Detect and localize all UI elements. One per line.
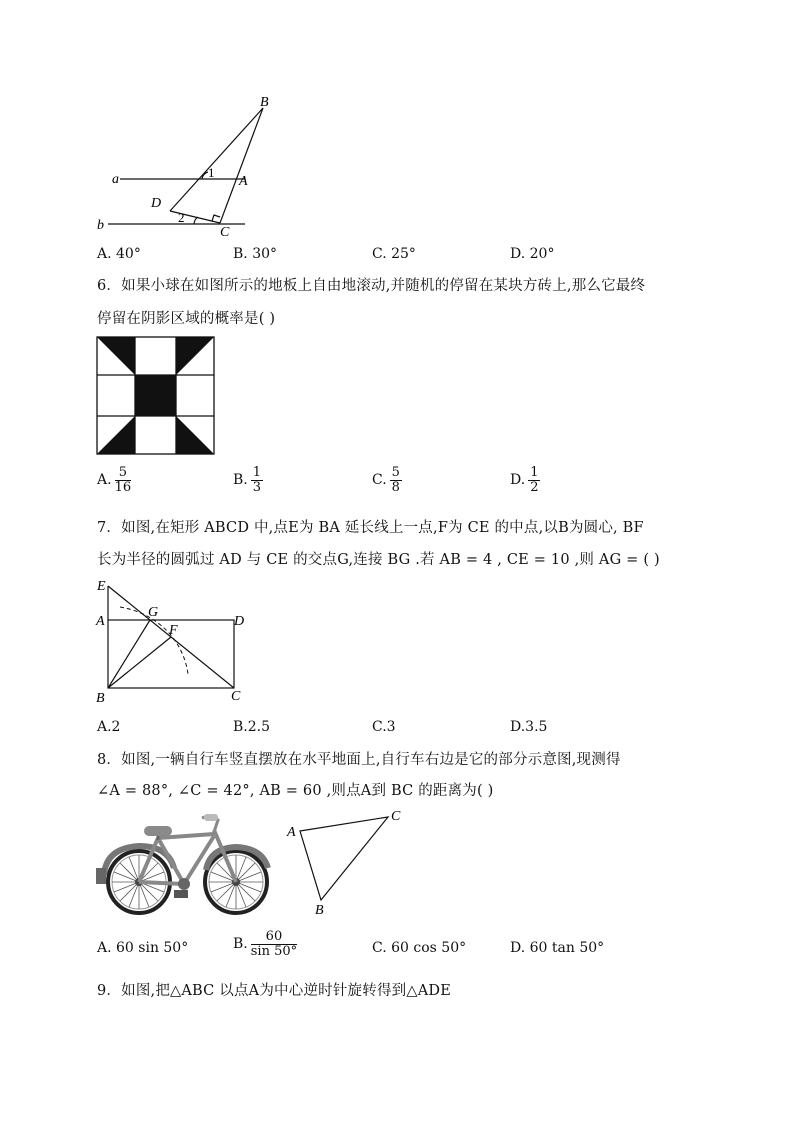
shaded-triangle-br — [176, 416, 214, 454]
shaded-triangle-tr — [176, 337, 214, 375]
segment-bf — [108, 637, 171, 688]
bicycle-illustration — [96, 810, 274, 918]
pedal — [174, 890, 188, 898]
q5-option-a[interactable]: A. 40° — [97, 246, 141, 262]
q8-triangle-figure — [284, 806, 414, 918]
q5-option-b[interactable]: B. 30° — [233, 246, 278, 262]
label-a: A — [96, 614, 105, 629]
chainring — [178, 878, 190, 890]
shaded-center-square — [135, 375, 176, 416]
label-a-line: a — [112, 172, 119, 187]
q6-text-line2: 停留在阴影区域的概率是( ) — [97, 311, 276, 327]
label-angle-2: 2 — [178, 210, 185, 225]
q6-option-d[interactable]: D. $\frac{1}{2}$ — [510, 465, 539, 495]
label-d: D — [234, 614, 245, 629]
q6-text-line1: 6．如果小球在如图所示的地板上自由地滚动,并随机的停留在某块方砖上,那么它最终 — [97, 278, 646, 294]
label-c-point: C — [220, 225, 230, 240]
q7-rectangle-figure — [90, 574, 260, 706]
q8-option-a[interactable]: A. 60 sin 50° — [97, 940, 189, 956]
label-g: G — [148, 605, 159, 620]
label-c: C — [391, 809, 401, 824]
label-a-point: A — [239, 174, 248, 189]
q8-text-line1: 8．如图,一辆自行车竖直摆放在水平地面上,自行车右边是它的部分示意图,现测得 — [97, 752, 621, 768]
q7-option-c[interactable]: C.3 — [372, 719, 396, 735]
label-angle-1: 1 — [208, 165, 215, 180]
segment-bc — [220, 108, 263, 223]
shaded-triangle-bl — [97, 416, 135, 454]
label-c: C — [231, 689, 241, 704]
q7-option-b[interactable]: B.2.5 — [233, 719, 271, 735]
label-b-line: b — [97, 218, 104, 233]
q5-option-c[interactable]: C. 25° — [372, 246, 416, 262]
q8-option-c[interactable]: C. 60 cos 50° — [372, 940, 467, 956]
segment-bd — [170, 108, 263, 211]
q7-text-line1: 7．如图,在矩形 ABCD 中,点E为 BA 延长线上一点,F为 CE 的中点,以B为圆心, BF — [97, 520, 644, 536]
q6-option-a[interactable]: A. $\frac{5}{16}$ — [97, 465, 132, 495]
triangle-abc — [300, 817, 388, 900]
q9-text-line1: 9．如图,把△ABC 以点A为中心逆时针旋转得到△ADE — [97, 983, 451, 999]
q5-option-d[interactable]: D. 20° — [510, 246, 555, 262]
q6-option-b[interactable]: B. $\frac{1}{3}$ — [233, 465, 262, 495]
saddle — [144, 826, 172, 836]
q7-option-a[interactable]: A.2 — [97, 719, 121, 735]
label-b: B — [96, 691, 105, 706]
q6-option-c[interactable]: C. $\frac{5}{8}$ — [372, 465, 400, 495]
q7-text-line2: 长为半径的圆弧过 AD 与 CE 的交点G,连接 BG .若 AB = 4 , CE = 10 ,则 AG = ( ) — [97, 552, 660, 568]
q6-tile-figure — [96, 336, 215, 455]
label-b-point: B — [260, 95, 269, 110]
label-b: B — [315, 903, 324, 918]
q5-figure — [90, 90, 290, 240]
segment-bg — [108, 620, 150, 688]
label-e: E — [97, 579, 106, 594]
right-angle-mark — [212, 215, 220, 221]
q8-option-b[interactable]: B. $\frac{60}{\sin 50^\circ}$ — [233, 929, 298, 959]
angle-2-arc — [194, 217, 198, 224]
shaded-triangle-tl — [97, 337, 135, 375]
q7-option-d[interactable]: D.3.5 — [510, 719, 548, 735]
label-f: F — [169, 623, 178, 638]
q8-option-d[interactable]: D. 60 tan 50° — [510, 940, 605, 956]
label-a: A — [287, 825, 296, 840]
label-d-point: D — [151, 196, 162, 211]
q8-text-line2: ∠A = 88°, ∠C = 42°, AB = 60 ,则点A到 BC 的距离为( ) — [97, 783, 494, 799]
